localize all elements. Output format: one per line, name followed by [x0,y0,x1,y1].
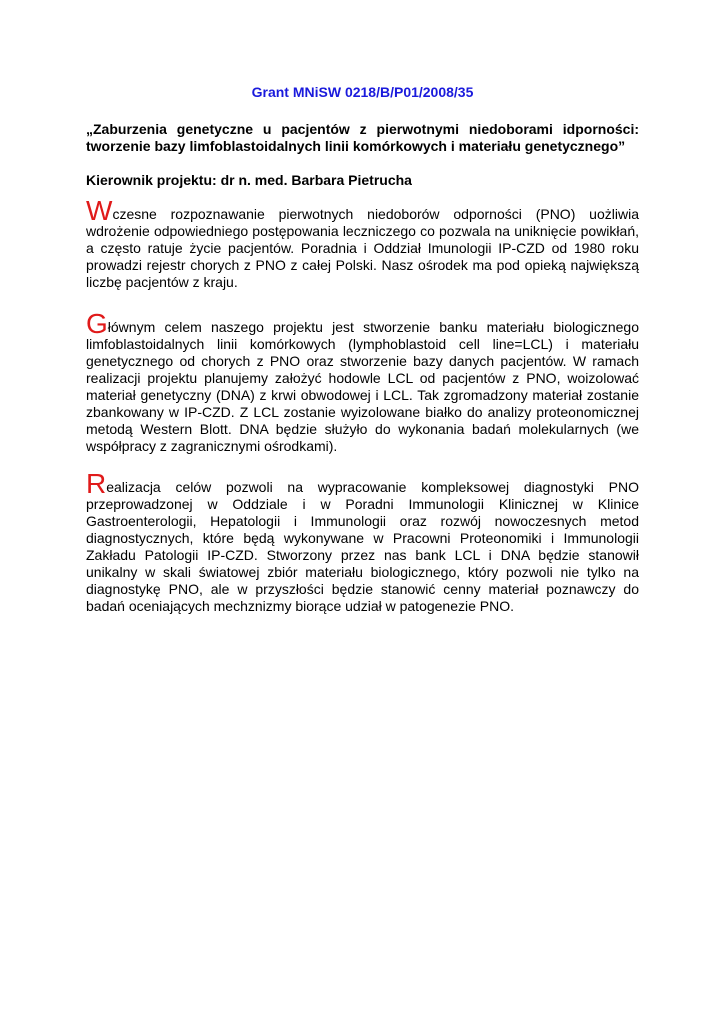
paragraph-text: ealizacja celów pozwoli na wypracowanie kompleksowej diagnostyki PNO przeprowadzonej w Oddziale i w Poradni Immunologii Klinicznej w Klinice Gastroenterologii, Hepatologii i Immunologii oraz rozwój nowoczesnych metod diagnostycznych, które będą wykonywane w Pracowni Proteonomiki i Immunologii Zakładu Patologii IP-CZD. Stworzony przez nas bank LCL i DNA będzie stanowił unikalny w skali światowej zbiór materiału biologicznego, który pozwoli nie tylko na diagnostykę PNO, ale w przyszłości będzie stanowić cenny materiał poznawczy do badań oceniających mechznizmy biorące udział w patogenezie PNO. [86,479,639,614]
project-manager: Kierownik projektu: dr n. med. Barbara Pietrucha [86,172,412,188]
paragraph-realization [86,468,639,615]
paragraph-text: łównym celem naszego projektu jest stworzenie banku materiału biologicznego limfoblastoidalnych linii komórkowych (lymphoblastoid cell line=LCL) i materiału genetycznego od chorych z PNO oraz stworzenie bazy danych pacjentów. W ramach realizacji projektu planujemy założyć hodowle LCL od pacjentów z PNO, woizolować materiał genetyczny (DNA) z krwi obwodowej i LCL. Tak zgromadzony materiał zostanie zbankowany w IP-CZD. Z LCL zostanie wyizolowane białko do analizy proteonomicznej metodą Western Blott. DNA będzie służyło do wykonania badań molekularnych (we współpracy z zagranicznymi ośrodkami). [86,319,639,454]
paragraph-early-diagnosis [86,195,639,291]
drop-letter: W [86,195,113,226]
project-title: „Zaburzenia genetyczne u pacjentów z pierwotnymi niedoborami idporności: tworzenie bazy limfoblastoidalnych linii komórkowych i materiału genetycznego” [86,121,639,154]
drop-letter: R [86,468,107,499]
paragraph-main-goal [86,308,639,455]
grant-title: Grant MNiSW 0218/B/P01/2008/35 [251,84,474,100]
document-page [86,84,639,629]
paragraph-text: czesne rozpoznawanie pierwotnych niedoborów odporności (PNO) uożliwia wdrożenie odpowiedniego postępowania leczniczego co pozwala na uniknięcie powikłań, a często ratuje życie pacjentów. Poradnia i Oddział Imunologii IP-CZD od 1980 roku prowadzi rejestr chorych z PNO z całej Polski. Nasz ośrodek ma pod opieką największą liczbę pacjentów z kraju. [86,206,639,290]
drop-letter: G [86,308,108,339]
